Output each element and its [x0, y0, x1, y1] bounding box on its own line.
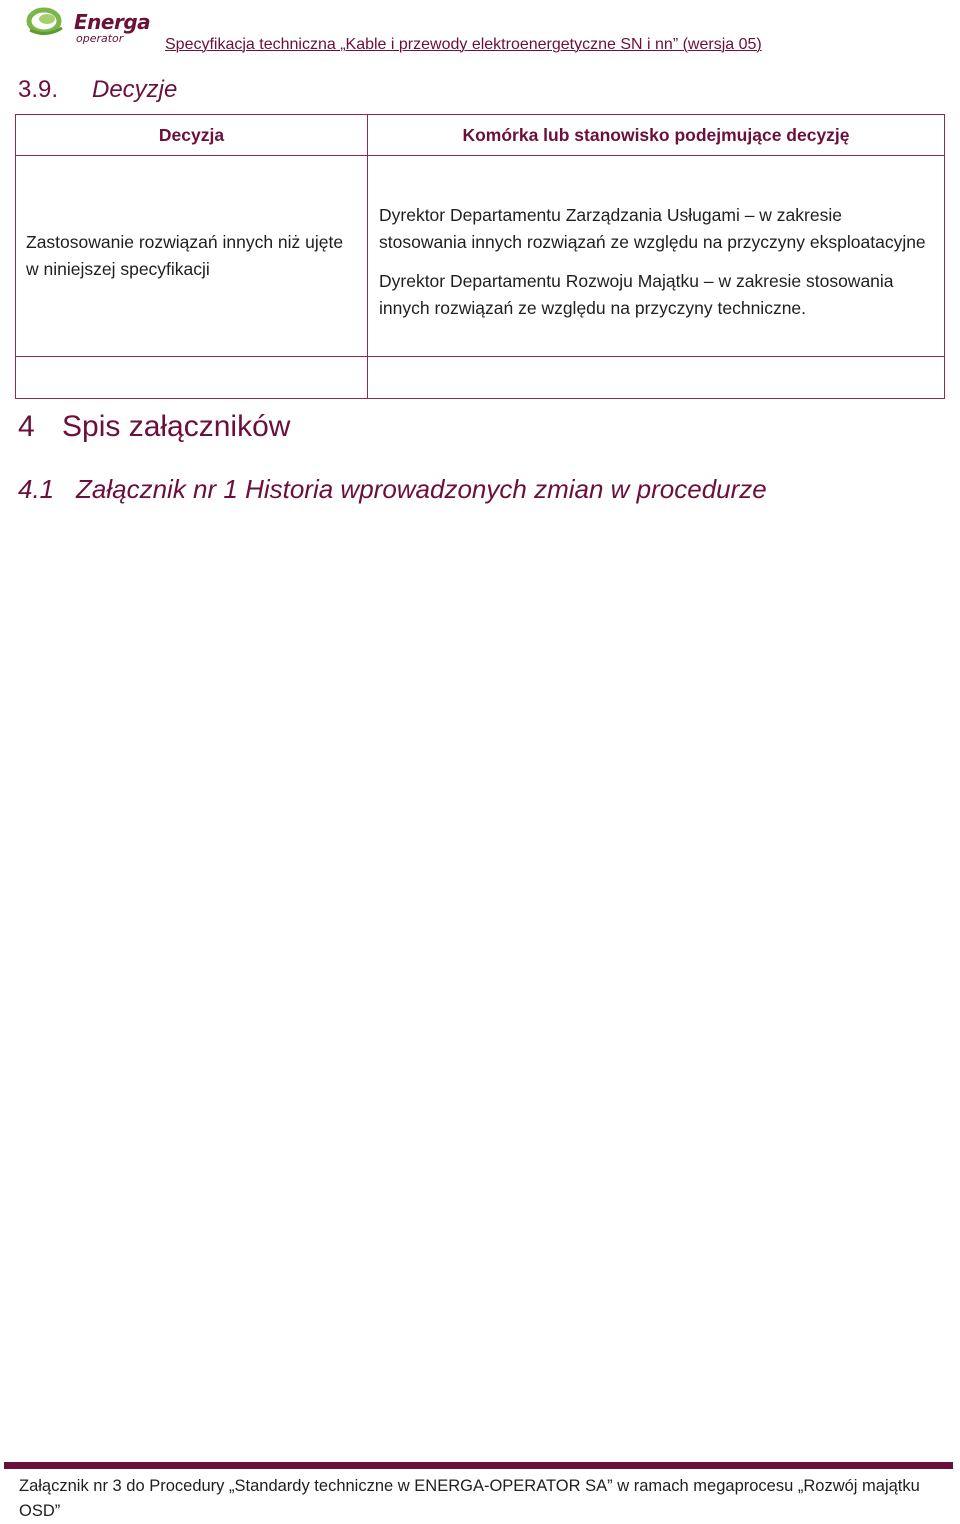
subsection-title: Załącznik nr 1 Historia wprowadzonych zmian w procedurze — [76, 474, 767, 504]
column-header-decision: Decyzja — [16, 115, 368, 156]
decisions-table — [15, 114, 945, 399]
unit-cell — [368, 156, 945, 357]
section-title: Decyzje — [92, 76, 178, 103]
empty-cell — [16, 357, 368, 399]
logo-swirl-icon — [26, 6, 70, 42]
decision-cell: Zastosowanie rozwiązań innych niż ujęte w niniejszej specyfikacji — [16, 156, 368, 357]
section-number: 3.9. — [18, 76, 59, 103]
footer-divider — [4, 1462, 953, 1469]
document-header-title: Specyfikacja techniczna „Kable i przewody elektroenergetyczne SN i nn” (wersja 05) — [165, 36, 762, 53]
subsection-heading-attachment-1 — [18, 474, 767, 505]
section-title: Spis załączników — [62, 410, 291, 443]
table-header-row — [16, 115, 945, 156]
subsection-number: 4.1 — [18, 474, 55, 504]
footer-text: Załącznik nr 3 do Procedury „Standardy techniczne w ENERGA-OPERATOR SA” w ramach megaprocesu „Rozwój majątku OSD” — [19, 1477, 920, 1520]
logo-name: Energa — [74, 10, 151, 34]
empty-cell — [368, 357, 945, 399]
table-row — [16, 156, 945, 357]
logo-sub: operator — [76, 32, 124, 45]
section-heading-attachments — [18, 410, 290, 444]
unit-entry: Dyrektor Departamentu Rozwoju Majątku – w zakresie stosowania innych rozwiązań ze względu na przyczyny techniczne. — [379, 271, 894, 318]
section-number: 4 — [18, 410, 35, 443]
column-header-unit: Komórka lub stanowisko podejmujące decyzję — [368, 115, 945, 156]
section-heading-decisions — [18, 76, 177, 104]
table-row-empty — [16, 357, 945, 399]
unit-entry: Dyrektor Departamentu Zarządzania Usługami – w zakresie stosowania innych rozwiązań ze względu na przyczyny eksploatacyjne — [379, 205, 926, 252]
energa-operator-logo — [26, 6, 176, 46]
